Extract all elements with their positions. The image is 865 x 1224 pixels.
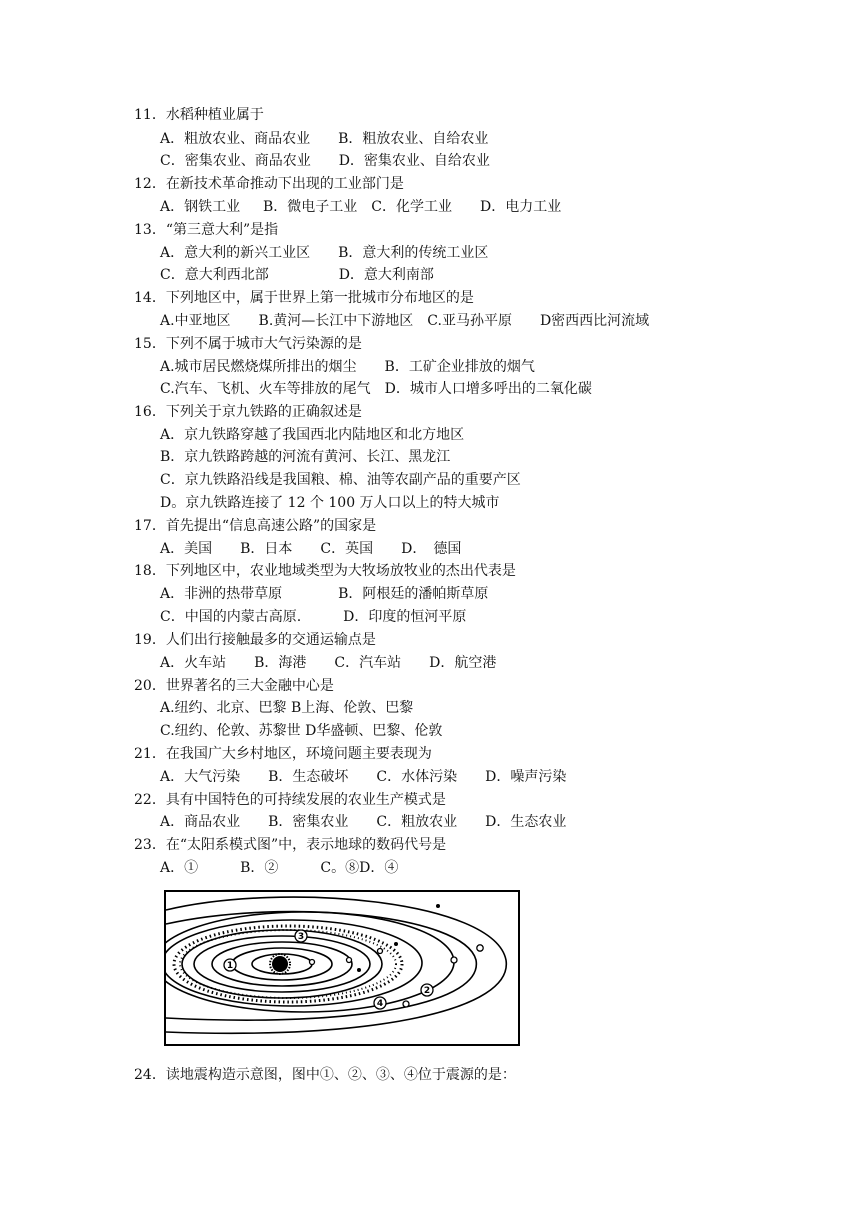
q15-stem: 15．下列不属于城市大气污染源的是 [134, 336, 362, 352]
q16-option-a: A．京九铁路穿越了我国西北内陆地区和北方地区 [160, 427, 465, 443]
q18-options-1: A．非洲的热带草原 B．阿根廷的潘帕斯草原 [160, 586, 489, 602]
q23-stem: 23．在“太阳系模式图”中，表示地球的数码代号是 [134, 837, 447, 853]
q24-stem: 24．读地震构造示意图，图中①、②、③、④位于震源的是： [134, 1067, 516, 1083]
q13-stem: 13．“第三意大利”是指 [134, 222, 279, 238]
q14-stem: 14．下列地区中，属于世界上第一批城市分布地区的是 [134, 290, 474, 306]
label-1: 1 [226, 961, 234, 971]
q16-option-c: C．京九铁路沿线是我国粮、棉、油等农副产品的重要产区 [160, 472, 521, 488]
q16-option-d: D。京九铁路连接了 12 个 100 万人口以上的特大城市 [160, 495, 500, 511]
q16-option-b: B．京九铁路跨越的河流有黄河、长江、黑龙江 [160, 449, 451, 465]
q17-stem: 17．首先提出“信息高速公路”的国家是 [134, 518, 377, 534]
q20-stem: 20．世界著名的三大金融中心是 [134, 678, 334, 694]
q14-options: A.中亚地区 B.黄河—长江中下游地区 C.亚马孙平原 D密西西比河流域 [160, 313, 650, 329]
q11-options-2: C．密集农业、商品农业 D．密集农业、自给农业 [160, 153, 490, 169]
q22-stem: 22．具有中国特色的可持续发展的农业生产模式是 [134, 792, 446, 808]
q18-options-2: C．中国的内蒙古高原. D．印度的恒河平原 [160, 609, 467, 625]
label-4: 4 [376, 999, 384, 1009]
q11-options-1: A．粗放农业、商品农业 B．粗放农业、自给农业 [160, 131, 489, 147]
q23-options: A．① B．② C。⑧D．④ [160, 860, 399, 876]
q21-options: A．大气污染 B．生态破坏 C．水体污染 D．噪声污染 [160, 769, 567, 785]
q13-options-2: C．意大利西北部 D．意大利南部 [160, 267, 434, 283]
q18-stem: 18．下列地区中，农业地域类型为大牧场放牧业的杰出代表是 [134, 563, 516, 579]
q16-stem: 16．下列关于京九铁路的正确叙述是 [134, 404, 362, 420]
q22-options: A．商品农业 B．密集农业 C．粗放农业 D．生态农业 [160, 814, 567, 830]
q12-options: A．钢铁工业 B．微电子工业 C．化学工业 D．电力工业 [160, 199, 562, 215]
q19-options: A．火车站 B．海港 C．汽车站 D．航空港 [160, 655, 497, 671]
q21-stem: 21．在我国广大乡村地区，环境问题主要表现为 [134, 746, 432, 762]
q20-options-2: C.纽约、伦敦、苏黎世 D华盛顿、巴黎、伦敦 [160, 723, 443, 739]
q13-options-1: A．意大利的新兴工业区 B．意大利的传统工业区 [160, 245, 489, 261]
q15-options-2: C.汽车、飞机、火车等排放的尾气 D．城市人口增多呼出的二氧化碳 [160, 381, 592, 397]
q20-options-1: A.纽约、北京、巴黎 B上海、伦敦、巴黎 [160, 700, 414, 716]
label-2: 2 [423, 986, 431, 996]
q15-options-1: A.城市居民燃烧煤所排出的烟尘 B．工矿企业排放的烟气 [160, 359, 535, 375]
q17-options: A．美国 B．日本 C．英国 D． 德国 [160, 541, 462, 557]
solar-system-diagram [164, 890, 520, 1046]
label-3: 3 [297, 932, 305, 942]
q12-stem: 12．在新技术革命推动下出现的工业部门是 [134, 176, 404, 192]
q19-stem: 19．人们出行接触最多的交通运输点是 [134, 632, 376, 648]
q11-stem: 11．水稻种植业属于 [134, 107, 264, 123]
